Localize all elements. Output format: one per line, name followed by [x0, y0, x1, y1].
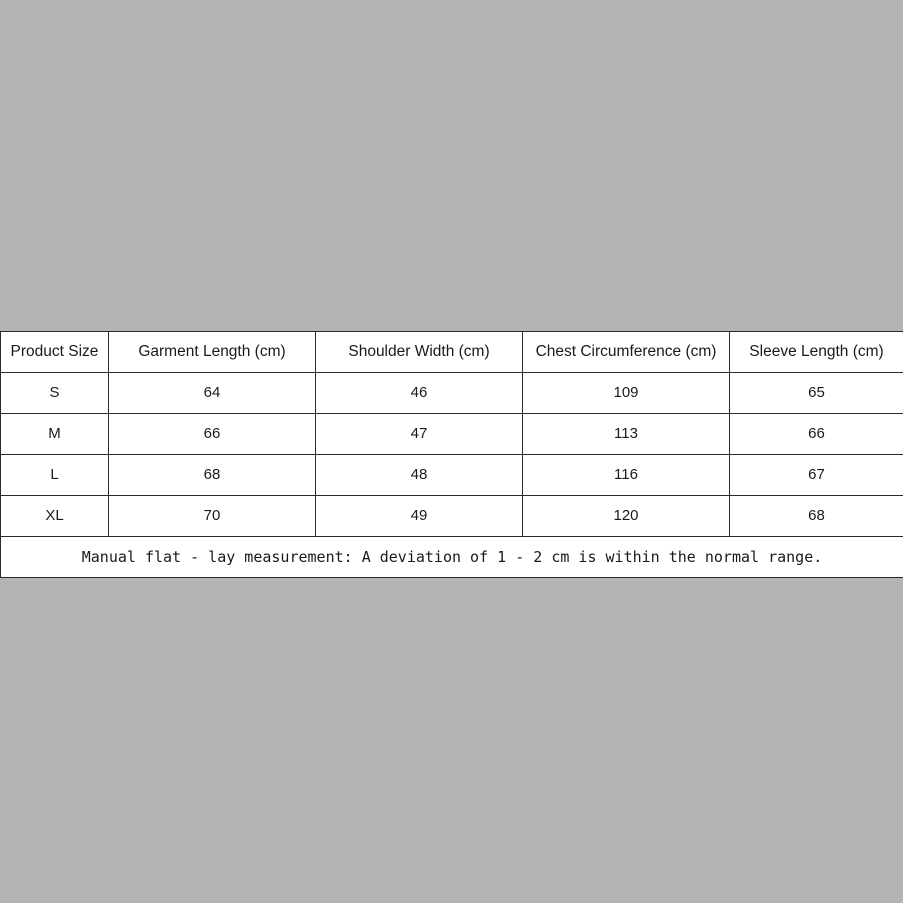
- cell-size: S: [1, 373, 109, 414]
- table-header-row: [1, 332, 903, 373]
- cell-shoulder-width: 47: [316, 414, 523, 455]
- cell-garment-length: 66: [109, 414, 316, 455]
- cell-size: XL: [1, 496, 109, 537]
- column-header-garment-length: Garment Length (cm): [109, 332, 316, 373]
- table-row: [1, 373, 903, 414]
- cell-sleeve-length: 67: [730, 455, 903, 496]
- cell-sleeve-length: 68: [730, 496, 903, 537]
- table-row: [1, 455, 903, 496]
- table-header: [1, 332, 903, 373]
- column-header-product-size: Product Size: [1, 332, 109, 373]
- cell-sleeve-length: 65: [730, 373, 903, 414]
- column-header-shoulder-width: Shoulder Width (cm): [316, 332, 523, 373]
- table-note-row: [1, 537, 903, 578]
- cell-garment-length: 64: [109, 373, 316, 414]
- table-body: [1, 373, 903, 578]
- size-chart-table: [0, 331, 903, 578]
- cell-shoulder-width: 48: [316, 455, 523, 496]
- size-chart-container: [0, 331, 903, 578]
- measurement-note: Manual flat - lay measurement: A deviation of 1 - 2 cm is within the normal range.: [1, 537, 903, 578]
- cell-size: L: [1, 455, 109, 496]
- column-header-sleeve-length: Sleeve Length (cm): [730, 332, 903, 373]
- cell-garment-length: 70: [109, 496, 316, 537]
- cell-size: M: [1, 414, 109, 455]
- table-row: [1, 414, 903, 455]
- cell-shoulder-width: 49: [316, 496, 523, 537]
- cell-chest-circumference: 116: [523, 455, 730, 496]
- cell-chest-circumference: 120: [523, 496, 730, 537]
- cell-chest-circumference: 113: [523, 414, 730, 455]
- table-row: [1, 496, 903, 537]
- cell-shoulder-width: 46: [316, 373, 523, 414]
- cell-garment-length: 68: [109, 455, 316, 496]
- cell-sleeve-length: 66: [730, 414, 903, 455]
- column-header-chest-circumference: Chest Circumference (cm): [523, 332, 730, 373]
- cell-chest-circumference: 109: [523, 373, 730, 414]
